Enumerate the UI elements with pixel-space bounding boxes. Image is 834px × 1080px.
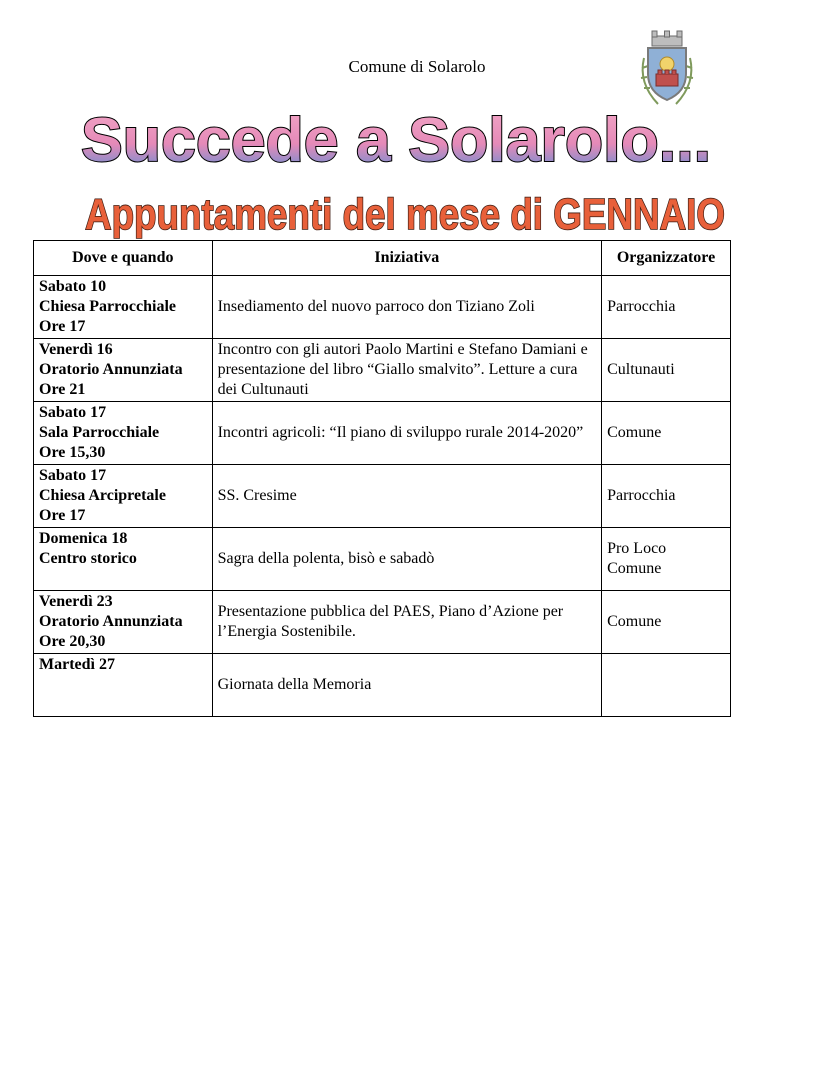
header-event: Iniziativa	[212, 241, 602, 276]
when-date: Martedì 27	[39, 656, 115, 673]
organizer-name: Comune	[607, 613, 662, 630]
organizer-cell	[602, 528, 731, 591]
when-date: Sabato 17	[39, 404, 107, 421]
table-row	[34, 528, 731, 591]
organizer-name: Pro Loco	[607, 540, 667, 557]
when-place: Oratorio Annunziata	[39, 613, 183, 630]
organizer-name: Parrocchia	[607, 487, 676, 504]
when-place: Centro storico	[39, 550, 137, 567]
organizer-cell	[602, 402, 731, 465]
table-row	[34, 654, 731, 717]
table-header-row	[34, 241, 731, 276]
table-row	[34, 591, 731, 654]
event-cell: Sagra della polenta, bisò e sabadò	[212, 528, 602, 591]
when-time: Ore 17	[39, 507, 86, 524]
event-cell: Incontro con gli autori Paolo Martini e Stefano Damiani e presentazione del libro “Giallo smalvito”. Letture a cura dei Cultunauti	[212, 339, 602, 402]
event-cell: Giornata della Memoria	[212, 654, 602, 717]
organizer-name: Parrocchia	[607, 298, 676, 315]
when-cell	[34, 276, 213, 339]
when-cell	[34, 591, 213, 654]
when-place: Oratorio Annunziata	[39, 361, 183, 378]
organizer-cell	[602, 591, 731, 654]
when-date: Domenica 18	[39, 530, 128, 547]
header-organizer: Organizzatore	[602, 241, 731, 276]
event-cell: Incontri agricoli: “Il piano di sviluppo rurale 2014-2020”	[212, 402, 602, 465]
organizer-name: Cultunauti	[607, 361, 675, 378]
organizer-cell	[602, 654, 731, 717]
events-table	[33, 240, 731, 717]
table-row	[34, 402, 731, 465]
when-cell	[34, 528, 213, 591]
when-date: Sabato 17	[39, 467, 107, 484]
event-cell: SS. Cresime	[212, 465, 602, 528]
when-time: Ore 15,30	[39, 444, 106, 461]
page-subtitle-text: Appuntamenti del mese di GENNAIO	[85, 190, 725, 239]
page-subtitle	[80, 185, 730, 241]
when-cell	[34, 339, 213, 402]
when-time: Ore 21	[39, 381, 86, 398]
organizer-cell	[602, 465, 731, 528]
when-date: Venerdì 16	[39, 341, 113, 358]
header-when: Dove e quando	[34, 241, 213, 276]
event-cell: Presentazione pubblica del PAES, Piano d’Azione per l’Energia Sostenibile.	[212, 591, 602, 654]
when-time: Ore 20,30	[39, 633, 106, 650]
municipality-name: Comune di Solarolo	[348, 57, 486, 76]
municipal-crest-icon	[636, 28, 698, 110]
organizer-name: Comune	[607, 424, 662, 441]
when-place: Chiesa Parrocchiale	[39, 298, 177, 315]
when-cell	[34, 402, 213, 465]
table-row	[34, 465, 731, 528]
page-title-text: Succede a Solarolo...	[81, 106, 712, 175]
when-cell	[34, 465, 213, 528]
table-row	[34, 339, 731, 402]
page-title	[76, 105, 716, 175]
when-place: Sala Parrocchiale	[39, 424, 160, 441]
when-date: Sabato 10	[39, 278, 107, 295]
when-date: Venerdì 23	[39, 593, 113, 610]
when-cell	[34, 654, 213, 717]
organizer-name: Comune	[607, 560, 662, 577]
event-cell: Insediamento del nuovo parroco don Tiziano Zoli	[212, 276, 602, 339]
when-place: Chiesa Arcipretale	[39, 487, 166, 504]
organizer-cell	[602, 339, 731, 402]
table-row	[34, 276, 731, 339]
when-time: Ore 17	[39, 318, 86, 335]
crest-crown	[652, 31, 682, 46]
organizer-cell	[602, 276, 731, 339]
